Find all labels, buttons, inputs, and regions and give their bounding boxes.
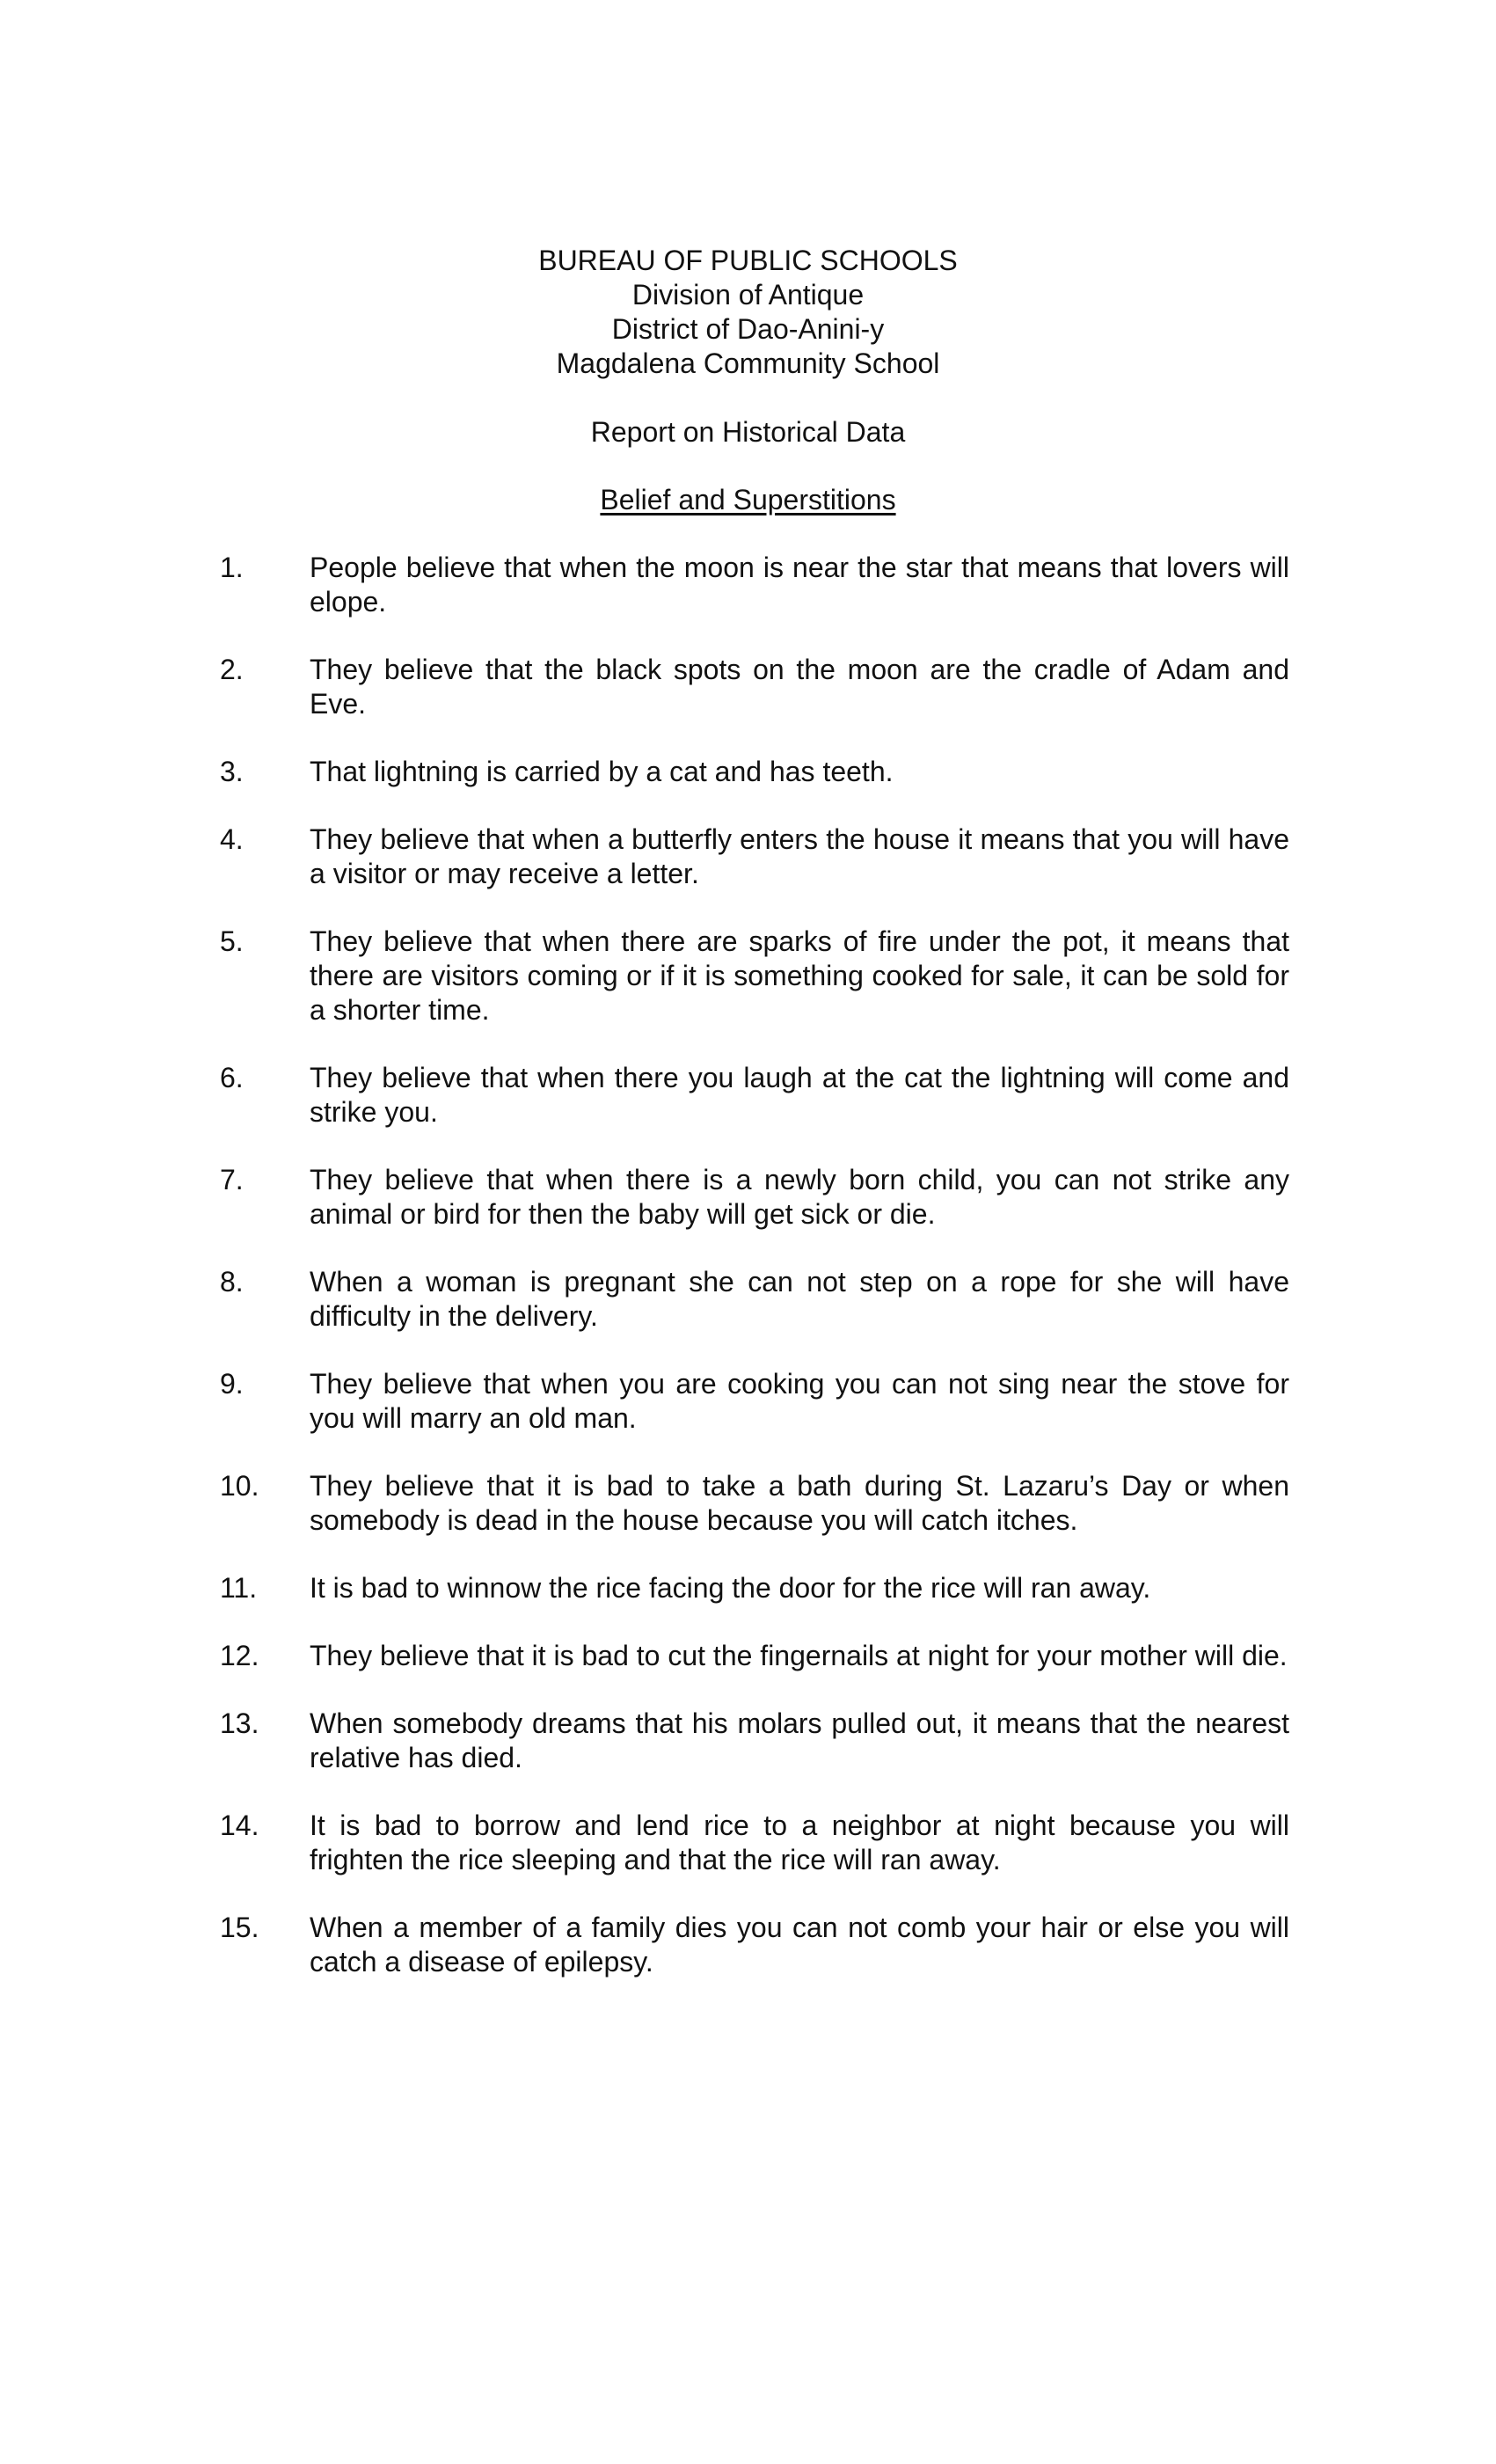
beliefs-list [220, 551, 1289, 2013]
item-number: 9. [220, 1368, 244, 1400]
header-school: Magdalena Community School [556, 347, 940, 379]
list-item [220, 1639, 1289, 1673]
item-text: It is bad to winnow the rice facing the door for the rice will ran away. [310, 1572, 1151, 1604]
item-text: That lightning is carried by a cat and has teeth. [310, 756, 894, 787]
list-item [220, 1911, 1289, 1979]
item-text: They believe that the black spots on the moon are the cradle of Adam and Eve. [310, 654, 1289, 720]
list-item [220, 1571, 1289, 1605]
document-header [0, 244, 1496, 381]
item-number: 2. [220, 654, 244, 685]
item-text: They believe that when a butterfly enters the house it means that you will have a visitor or may receive a letter. [310, 823, 1289, 889]
item-text: When a member of a family dies you can not comb your hair or else you will catch a disease of epilepsy. [310, 1912, 1289, 1978]
item-number: 10. [220, 1470, 259, 1502]
item-number: 11. [220, 1572, 258, 1604]
list-item [220, 1469, 1289, 1538]
list-item [220, 551, 1289, 619]
item-number: 5. [220, 925, 244, 957]
header-division: Division of Antique [631, 279, 865, 311]
item-number: 8. [220, 1266, 244, 1298]
item-text: When a woman is pregnant she can not step on a rope for she will have difficulty in the delivery. [310, 1266, 1289, 1332]
section-title: Belief and Superstitions [600, 484, 896, 515]
header-bureau: BUREAU OF PUBLIC SCHOOLS [538, 245, 958, 276]
item-text: People believe that when the moon is near the star that means that lovers will elope. [310, 552, 1289, 618]
item-number: 6. [220, 1062, 244, 1093]
item-number: 12. [220, 1640, 259, 1671]
item-number: 4. [220, 823, 244, 855]
list-item [220, 1163, 1289, 1232]
list-item [220, 755, 1289, 789]
item-number: 13. [220, 1707, 259, 1739]
item-text: They believe that when you are cooking you can not sing near the stove for you will marry an old man. [310, 1368, 1289, 1434]
item-text: They believe that when there is a newly born child, you can not strike any animal or bird for then the baby will get sick or die. [310, 1164, 1289, 1230]
list-item [220, 1061, 1289, 1130]
item-number: 14. [220, 1810, 259, 1841]
list-item [220, 1809, 1289, 1877]
item-text: They believe that when there you laugh at the cat the lightning will come and strike you. [310, 1062, 1289, 1128]
item-text: They believe that it is bad to take a bath during St. Lazaru’s Day or when somebody is dead in the house because you will catch itches. [310, 1470, 1289, 1536]
item-text: They believe that when there are sparks of fire under the pot, it means that there are visitors coming or if it is something cooked for sale, it can be sold for a shorter time. [310, 925, 1289, 1026]
item-text: They believe that it is bad to cut the fingernails at night for your mother will die. [310, 1640, 1288, 1671]
list-item [220, 1367, 1289, 1436]
item-number: 15. [220, 1912, 259, 1943]
list-item [220, 653, 1289, 721]
list-item [220, 1265, 1289, 1334]
header-district: District of Dao-Anini-y [611, 313, 885, 345]
report-title: Report on Historical Data [590, 416, 906, 448]
list-item [220, 1707, 1289, 1775]
list-item [220, 823, 1289, 891]
item-text: When somebody dreams that his molars pulled out, it means that the nearest relative has died. [310, 1707, 1289, 1773]
item-number: 1. [220, 552, 244, 583]
item-number: 7. [220, 1164, 244, 1195]
item-number: 3. [220, 756, 244, 787]
item-text: It is bad to borrow and lend rice to a neighbor at night because you will frighten the rice sleeping and that the rice will ran away. [310, 1810, 1289, 1875]
list-item [220, 925, 1289, 1027]
